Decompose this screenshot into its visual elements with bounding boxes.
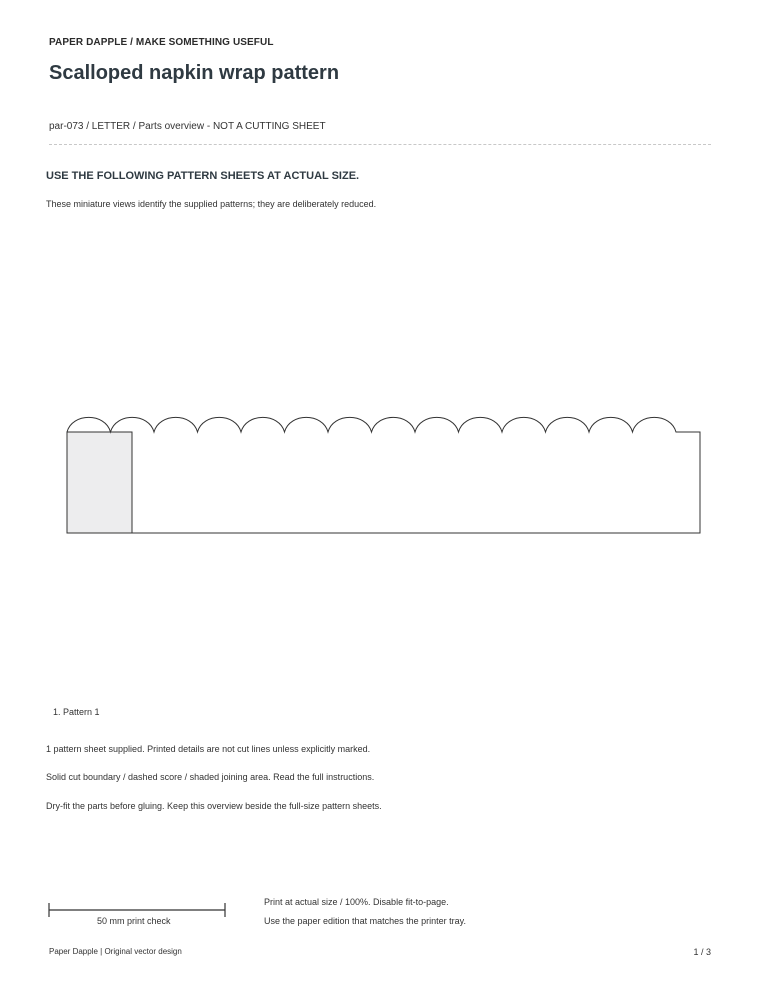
scale-label: 50 mm print check	[97, 916, 171, 926]
page-number: 1 / 3	[693, 947, 711, 957]
section-intro: These miniature views identify the supplied patterns; they are deliberately reduced.	[46, 199, 377, 209]
page-title: Scalloped napkin wrap pattern	[49, 62, 340, 84]
paper-instruction: Use the paper edition that matches the printer tray.	[264, 916, 466, 926]
pattern-preview	[0, 400, 760, 550]
header-divider	[49, 144, 711, 145]
footer-credit: Paper Dapple | Original vector design	[49, 947, 182, 956]
brand-breadcrumb: PAPER DAPPLE / MAKE SOMETHING USEFUL	[49, 37, 274, 48]
note-legend: Solid cut boundary / dashed score / shaded joining area. Read the full instructions.	[46, 772, 375, 782]
section-heading: USE THE FOLLOWING PATTERN SHEETS AT ACTUAL SIZE.	[46, 170, 360, 182]
print-instruction: Print at actual size / 100%. Disable fit-to-page.	[264, 897, 449, 907]
document-meta: par-073 / LETTER / Parts overview - NOT A CUTTING SHEET	[49, 121, 326, 132]
pattern-outline	[67, 417, 700, 533]
pattern-caption: 1. Pattern 1	[53, 707, 100, 717]
note-dry-fit: Dry-fit the parts before gluing. Keep this overview beside the full-size pattern sheets.	[46, 801, 382, 811]
note-sheets: 1 pattern sheet supplied. Printed details are not cut lines unless explicitly marked.	[46, 744, 371, 754]
glue-tab	[67, 432, 132, 533]
